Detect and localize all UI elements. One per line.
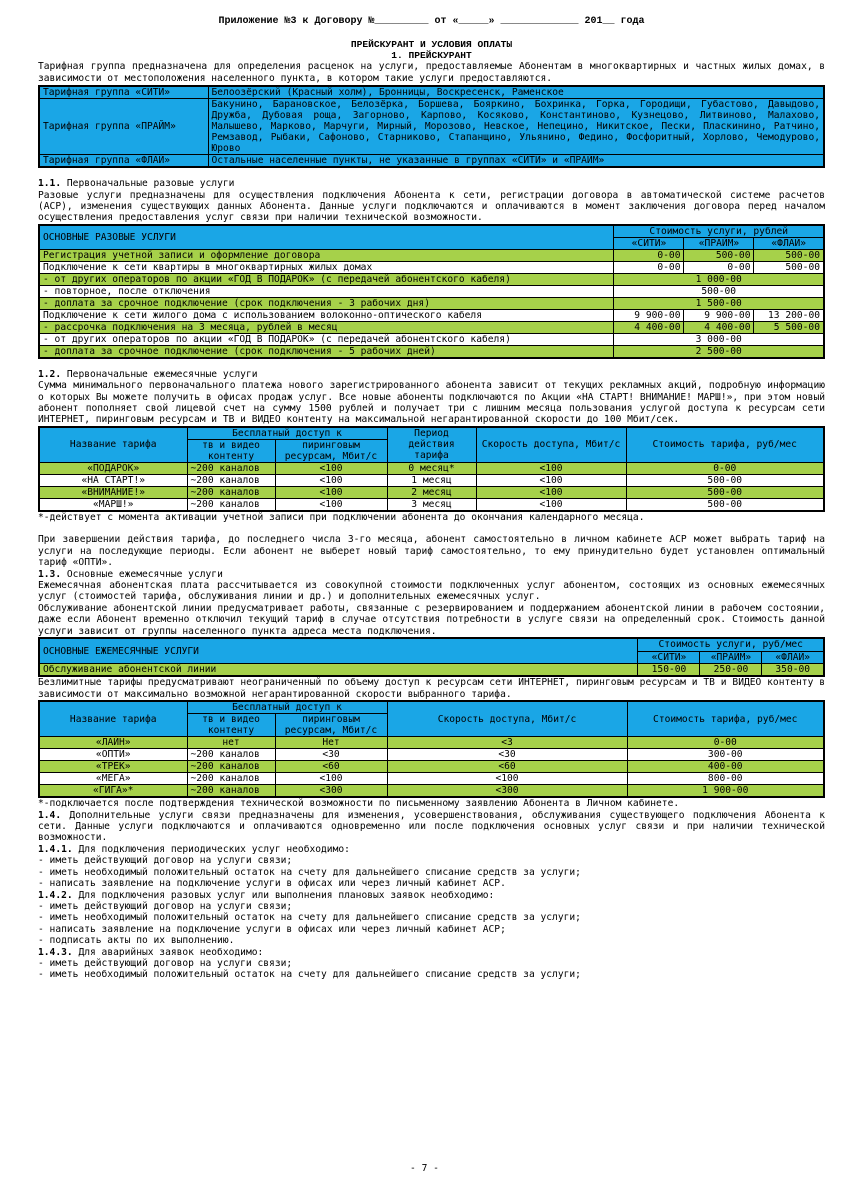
table-row: [39, 785, 824, 798]
period: 0 месяц*: [387, 462, 476, 474]
table-row: [39, 761, 824, 773]
peer-access: Нет: [275, 737, 387, 749]
col-free-access: Бесплатный доступ к: [187, 701, 387, 714]
price-all-groups: 500-00: [614, 285, 824, 297]
tv-access: ~200 каналов: [187, 498, 275, 511]
section-1-2-heading: [38, 369, 825, 380]
table-header-row: [39, 638, 824, 651]
section-1-3-text1: Ежемесячная абонентская плата рассчитывается из совокупной стоимости подключенных услуг абонентом, состоящих из основных ежемесячных услуг (стоимостей тарифа, обслуживания линии и др.) и дополнительных ежемесячных услуг.: [38, 579, 825, 603]
price-prime: 250-00: [700, 664, 762, 677]
section-1-3-heading: [38, 569, 825, 580]
group-row-fly: [39, 155, 824, 168]
speed: <3: [387, 737, 627, 749]
table-row: [39, 462, 824, 474]
list-item: - иметь действующий договор на услуги связи;: [38, 855, 293, 867]
list-item: - написать заявление на подключение услуги в офисах или через личный кабинет АСР.: [38, 878, 506, 890]
list-item: - подписать акты по их выполнению.: [38, 935, 235, 947]
service-name: - повторное, после отключения: [39, 285, 614, 297]
section-heading: Основные ежемесячные услуги: [66, 568, 223, 580]
price-fly: 350-00: [762, 664, 824, 677]
cost: 0-00: [626, 462, 824, 474]
price-fly: 500-00: [754, 261, 824, 273]
price-prime: 500-00: [684, 249, 754, 261]
price-all-groups: 1 500-00: [614, 297, 824, 309]
service-name: - рассрочка подключения на 3 месяца, рублей в месяц: [39, 321, 614, 333]
group-name: Тарифная группа «ПРАЙМ»: [39, 99, 208, 155]
group-places: Бакунино, Барановское, Белозёрка, Боршева, Бояркино, Бохринка, Горка, Городищи, Губастово, Давыдово, Дружба, Дубовая роща, Загорново, Карпово, Косяково, Константиново, Кузнецово, Литвиново, Малахово, Малышево, Марково, Марчуги, Мирный, Морозово, Невское, Непецино, Никитское, Пески, Пласкинино, Ратчино, Ремзавод, Рыбаки, Сафоново, Старниково, Стапанщино, Ульянино, Федино, Фосфоритный, Хорлово, Чемодурово, Юрово: [208, 99, 824, 155]
cost: 500-00: [626, 486, 824, 498]
col-fly: «ФЛАЙ»: [754, 237, 824, 249]
group-name: Тарифная группа «СИТИ»: [39, 86, 208, 99]
tariff-name: «НА СТАРТ!»: [39, 474, 187, 486]
price-prime: 9 900-00: [684, 309, 754, 321]
subsection-heading: [38, 890, 825, 901]
speed: <300: [387, 785, 627, 798]
page-number: - 7 -: [410, 1163, 439, 1174]
col-tariff-name: Название тарифа: [39, 427, 187, 463]
subsection-title: Для подключения разовых услуг или выполнения плановых заявок необходимо:: [78, 889, 495, 901]
col-speed: Скорость доступа, Мбит/с: [387, 701, 627, 737]
service-name: - доплата за срочное подключение (срок подключения - 5 рабочих дней): [39, 345, 614, 358]
section-title: 1. ПРЕЙСКУРАНТ: [391, 50, 472, 62]
service-name: - от других операторов по акции «ГОД В ПОДАРОК» (с передачей абонентского кабеля): [39, 273, 614, 285]
price-city: 150-00: [638, 664, 700, 677]
price-fly: 13 200-00: [754, 309, 824, 321]
price-prime: 0-00: [684, 261, 754, 273]
unlimited-text: Безлимитные тарифы предусматривают неограниченный по объему доступ к ресурсам сети ИНТЕРНЕТ, пиринговым ресурсам и ТВ и ВИДЕО контенту в зависимости от максимально возможной негарантированной скорости выбранного тарифа.: [38, 677, 825, 700]
document-title: ПРЕЙСКУРАНТ И УСЛОВИЯ ОПЛАТЫ: [350, 39, 513, 51]
table-row: [39, 664, 824, 677]
tariff-groups-table: [38, 85, 825, 168]
section-1-1-text: Разовые услуги предназначены для осуществления подключения Абонента к сети, регистрации договора в автоматической системе расчетов (АСР), изменения существующих данных Абонента. Данные услуги подключаются и оплачиваются в момент заключения договора перед началом осуществления предоставления услуг связи при наличии технической возможности.: [38, 189, 825, 224]
cost: 300-00: [627, 749, 824, 761]
price-city: 9 900-00: [614, 309, 684, 321]
initial-tariffs-body: [39, 462, 824, 511]
service-name: Регистрация учетной записи и оформление договора: [39, 249, 614, 261]
group-name: Тарифная группа «ФЛАЙ»: [39, 155, 208, 168]
peer-access: <100: [275, 486, 387, 498]
col-prime: «ПРАЙМ»: [684, 237, 754, 249]
table-row: [39, 321, 824, 333]
subsection-number: 1.4.2.: [38, 889, 73, 901]
initial-tariffs-note: *-действует с момента активации учетной записи при подключении абонента до окончания календарного месяца.: [38, 511, 645, 523]
table-row: [39, 297, 824, 309]
cost: 1 900-00: [627, 785, 824, 798]
tariff-name: «ТРЕК»: [39, 761, 187, 773]
cost: 500-00: [626, 498, 824, 511]
table-row: [39, 737, 824, 749]
section-number: 1.3.: [38, 568, 62, 580]
section-heading: Первоначальные ежемесячные услуги: [66, 368, 258, 380]
tv-access: ~200 каналов: [187, 749, 275, 761]
tariff-name: «ГИГА»*: [39, 785, 187, 798]
tariff-name: «ПОДАРОК»: [39, 462, 187, 474]
peer-access: <100: [275, 773, 387, 785]
section-1-3-text2: Обслуживание абонентской линии предусматривает работы, связанные с резервированием и поддержанием абонентской линии в рабочем состоянии, даже если Абонент временно отключил текущий тариф в случае отсутствия потребности в услуге связи на определенный срок. Стоимость данной услуги зависит от группы населенного пункта адреса места подключения.: [38, 602, 825, 637]
col-city: «СИТИ»: [614, 237, 684, 249]
list-item: - иметь действующий договор на услуги связи;: [38, 900, 293, 912]
table-row: [39, 285, 824, 297]
group-row-city: [39, 86, 824, 99]
price-fly: 500-00: [754, 249, 824, 261]
table-header-row: [39, 225, 824, 238]
period: 2 месяц: [387, 486, 476, 498]
section-heading: Первоначальные разовые услуги: [66, 178, 235, 190]
tv-access: ~200 каналов: [187, 486, 275, 498]
group-places: Остальные населенные пункты, не указанные в группах «СИТИ» и «ПРАЙМ»: [208, 155, 824, 168]
tv-access: ~200 каналов: [187, 773, 275, 785]
col-prime: «ПРАЙМ»: [700, 651, 762, 664]
group-row-prime: [39, 99, 824, 155]
tariff-name: «ЛАЙН»: [39, 737, 187, 749]
section-1-4-text: [38, 810, 825, 844]
price-all-groups: 3 000-00: [614, 333, 824, 345]
peer-access: <60: [275, 761, 387, 773]
section-1-2-after: При завершении действия тарифа, до последнего числа 3-го месяца, абонент самостоятельно в личном кабинете АСР может выбрать тариф на услуги на последующие периоды. Если абонент не выберет новый тариф самостоятельно, то ему принудительно будет установлен оптимальный тариф «ОПТИ».: [38, 534, 825, 569]
list-item: - написать заявление на подключение услуги в офисах или через личный кабинет АСР;: [38, 923, 506, 935]
subsection-number: 1.4.3.: [38, 946, 73, 958]
intro-paragraph: Тарифная группа предназначена для определения расценок на услуги, предоставляемые Абонентам в многоквартирных и частных жилых домах, в зависимости от местоположения населенного пункта, в котором такие услуги предоставляются.: [38, 61, 825, 84]
cost: 0-00: [627, 737, 824, 749]
tariff-name: «ОПТИ»: [39, 749, 187, 761]
col-tv: тв и видео контенту: [187, 714, 275, 737]
col-peer: пиринговым ресурсам, Мбит/с: [275, 439, 387, 462]
tv-access: ~200 каналов: [187, 462, 275, 474]
section-number: 1.2.: [38, 368, 62, 380]
col-fly: «ФЛАЙ»: [762, 651, 824, 664]
subsection-heading: [38, 947, 825, 958]
section-1-1-heading: [38, 178, 825, 189]
one-time-services-table: [38, 224, 825, 359]
speed: <60: [387, 761, 627, 773]
table-row: [39, 333, 824, 345]
service-name: - от других операторов по акции «ГОД В ПОДАРОК» (с передачей абонентского кабеля): [39, 333, 614, 345]
speed: <100: [476, 462, 626, 474]
price-prime: 4 400-00: [684, 321, 754, 333]
peer-access: <300: [275, 785, 387, 798]
speed: <100: [387, 773, 627, 785]
subsection-number: 1.4.1.: [38, 843, 73, 855]
col-speed: Скорость доступа, Мбит/с: [476, 427, 626, 463]
service-name: Обслуживание абонентской линии: [39, 664, 638, 677]
tv-access: ~200 каналов: [187, 785, 275, 798]
price-city: 0-00: [614, 261, 684, 273]
section-1-2-text: Сумма минимального первоначального платежа нового зарегистрированного абонента зависит от текущих рекламных акций, подробную информацию о которых Вы можете получить в офисах продаж услуг. Все новые абоненты подключаются по Акции «НА СТАРТ! ВНИМАНИЕ! МАРШ!», при этом новый абонент пополняет свой лицевой счет на сумму 1500 рублей и получает три с лишним месяца пользования услугой доступа к ресурсам сети ИНТЕРНЕТ, пиринговым ресурсам и ТВ и ВИДЕО контенту на максимальной негарантированной скорости до 100 Мбит/сек.: [38, 380, 825, 426]
table-row: [39, 309, 824, 321]
table-head-label: ОСНОВНЫЕ ЕЖЕМЕСЯЧНЫЕ УСЛУГИ: [39, 638, 638, 664]
table-row: [39, 249, 824, 261]
speed: <100: [476, 474, 626, 486]
unlimited-tariffs-note: *-подключается после подтверждения технической возможности по письменному заявлению Абонента в Личном кабинете.: [38, 798, 680, 810]
section-number: 1.1.: [38, 178, 62, 190]
table-head-label: ОСНОВНЫЕ РАЗОВЫЕ УСЛУГИ: [39, 225, 614, 250]
unlimited-tariffs-table: [38, 700, 825, 798]
peer-access: <100: [275, 474, 387, 486]
price-all-groups: 2 500-00: [614, 345, 824, 358]
period: 1 месяц: [387, 474, 476, 486]
col-cost: Стоимость тарифа, руб/мес: [626, 427, 824, 463]
subsection-heading: [38, 844, 825, 855]
speed: <100: [476, 486, 626, 498]
price-city: 0-00: [614, 249, 684, 261]
col-period: Период действия тарифа: [387, 427, 476, 463]
group-places: Белоозёрский (Красный холм), Бронницы, Воскресенск, Раменское: [208, 86, 824, 99]
table-row: [39, 749, 824, 761]
service-name: Подключение к сети жилого дома с использованием волоконно-оптического кабеля: [39, 309, 614, 321]
peer-access: <100: [275, 462, 387, 474]
tariff-name: «МЕГА»: [39, 773, 187, 785]
section-number: 1.4.: [38, 809, 62, 821]
col-tariff-name: Название тарифа: [39, 701, 187, 737]
tariff-name: «ВНИМАНИЕ!»: [39, 486, 187, 498]
col-peer: пиринговым ресурсам, Мбит/с: [275, 714, 387, 737]
price-city: 4 400-00: [614, 321, 684, 333]
list-item: - иметь необходимый положительный остаток на счету для дальнейшего списание средств за услуги;: [38, 912, 581, 924]
price-fly: 5 500-00: [754, 321, 824, 333]
section-1-4-subsections: [38, 844, 825, 981]
service-name: Подключение к сети квартиры в многоквартирных жилых домах: [39, 261, 614, 273]
table-row: [39, 486, 824, 498]
monthly-services-table: [38, 637, 825, 678]
peer-access: <100: [275, 498, 387, 511]
cost-head: Стоимость услуги, руб/мес: [638, 638, 824, 651]
speed: <30: [387, 749, 627, 761]
service-name: - доплата за срочное подключение (срок подключения - 3 рабочих дня): [39, 297, 614, 309]
table-row: [39, 261, 824, 273]
table-header-row: [39, 701, 824, 714]
table-row: [39, 474, 824, 486]
col-tv: тв и видео контенту: [187, 439, 275, 462]
table-row: [39, 345, 824, 358]
list-item: - иметь необходимый положительный остаток на счету для дальнейшего списание средств за услуги;: [38, 866, 581, 878]
tv-access: ~200 каналов: [187, 474, 275, 486]
period: 3 месяц: [387, 498, 476, 511]
cost: 800-00: [627, 773, 824, 785]
price-all-groups: 1 000-00: [614, 273, 824, 285]
unlimited-tariffs-body: [39, 737, 824, 798]
section-text: Дополнительные услуги связи предназначены для изменения, усовершенствования, обслуживания существующего подключения Абонента к сети. Данные услуги подключаются и оплачиваются одновременно или после подключения основных услуг связи и при наличии технической возможности.: [38, 809, 825, 844]
speed: <100: [476, 498, 626, 511]
cost: 500-00: [626, 474, 824, 486]
subsection-title: Для аварийных заявок необходимо:: [78, 946, 264, 958]
initial-tariffs-table: [38, 426, 825, 512]
appendix-header: Приложение №3 к Договору №_________ от «_____» _____________ 201__ года: [218, 16, 645, 27]
table-row: [39, 773, 824, 785]
cost: 400-00: [627, 761, 824, 773]
table-row: [39, 498, 824, 511]
cost-head: Стоимость услуги, рублей: [614, 225, 824, 238]
list-item: - иметь действующий договор на услуги связи;: [38, 957, 293, 969]
tv-access: ~200 каналов: [187, 761, 275, 773]
table-row: [39, 273, 824, 285]
peer-access: <30: [275, 749, 387, 761]
list-item: - иметь необходимый положительный остаток на счету для дальнейшего списание средств за услуги;: [38, 969, 581, 981]
col-cost: Стоимость тарифа, руб/мес: [627, 701, 824, 737]
tv-access: нет: [187, 737, 275, 749]
table-header-row: [39, 427, 824, 440]
col-city: «СИТИ»: [638, 651, 700, 664]
col-free-access: Бесплатный доступ к: [187, 427, 387, 440]
tariff-name: «МАРШ!»: [39, 498, 187, 511]
one-time-services-body: [39, 249, 824, 358]
subsection-title: Для подключения периодических услуг необходимо:: [78, 843, 350, 855]
